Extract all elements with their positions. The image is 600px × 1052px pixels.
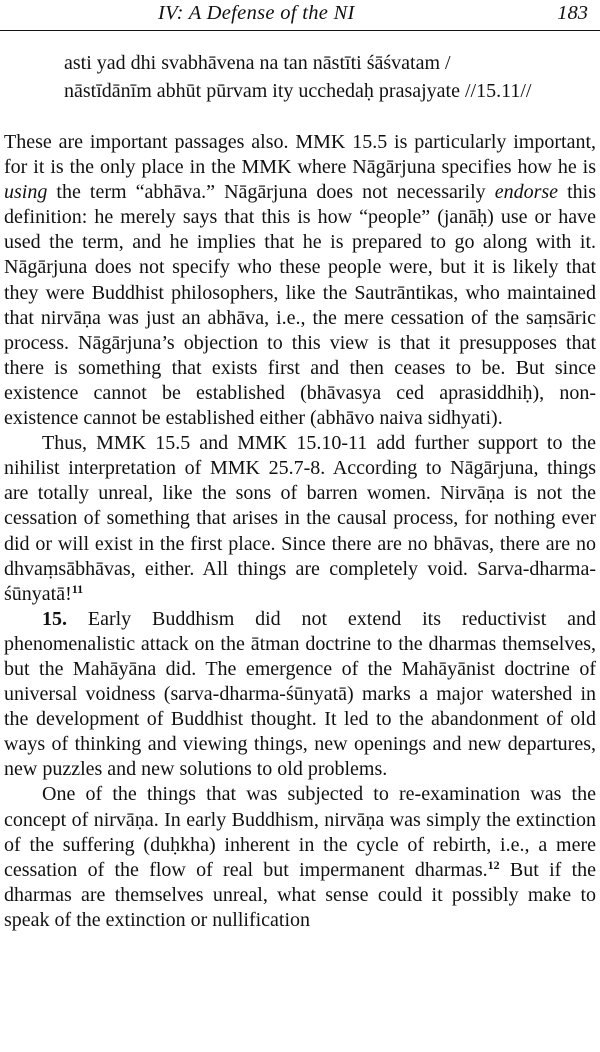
paragraph [4,782,596,933]
verse-quote [64,50,594,105]
text-run: But if the dharmas are themselves unreal, what sense could it possibly make to speak of the extinction or nullification [4,858,596,931]
emphasis: using [4,181,48,204]
body-text [4,130,596,933]
text-run: One of the things that was subjected to re-examination was the concept of nirvāṇa. In early Buddhism, nirvāṇa was simply the extinction of the suffering (duḥkha) inherent in the cycle of rebirth, i.e., a mere cessation of the flow of real but impermanent dharmas. [4,783,596,881]
section-number: 15. [42,607,67,630]
text-run: Early Buddhism did not extend its reductivist and phenomenalistic attack on the ātman doctrine to the dharmas themselves, but the Mahāyāna did. The emergence of the Mahāyānist doctrine of universal voidness (sarva-dharma-śūnyatā) marks a major watershed in the development of Buddhist thought. It led to the abandonment of old ways of thinking and viewing things, new openings and new departures, new puzzles and new solutions to old problems. [4,607,596,781]
emphasis: endorse [494,181,559,204]
paragraph [4,607,596,783]
footnote-marker: 11 [71,581,84,596]
page-number: 183 [557,2,588,24]
paragraph [4,130,596,431]
chapter-title: IV: A Defense of the NI [158,2,355,24]
verse-line: nāstīdānīm abhūt pūrvam ity ucchedaḥ prasajyate //15.11// [64,79,532,102]
text-run: Thus, MMK 15.5 and MMK 15.10-11 add further support to the nihilist interpretation of MMK 25.7-8. According to Nāgārjuna, things are totally unreal, like the sons of barren women. Nirvāṇa is not the cessation of something that arises in the causal process, for nothing ever did or will exist in the first place. Since there are no bhāvas, there are no dhvaṃsābhāvas, either. All things are completely void. Sarva-dharma-śūnyatā! [4,432,596,605]
running-header [0,0,600,31]
footnote-marker: 12 [487,857,500,872]
paragraph [4,431,596,607]
text-run: the term “abhāva.” Nāgārjuna does not necessarily [47,181,495,204]
verse-line: asti yad dhi svabhāvena na tan nāstīti śāśvatam / [64,52,451,74]
text-run: These are important passages also. MMK 15.5 is particularly important, for it is the only place in the MMK where Nāgārjuna specifies how he is [4,131,596,179]
text-run: this definition: he merely says that this is how “people” (janāḥ) use or have used the term, and he implies that he is prepared to go along with it. Nāgārjuna does not specify who these people were, but it is likely that they were Buddhist philosophers, like the Sautrāntikas, who maintained that nirvāṇa was just an abhāva, i.e., the mere cessation of the saṃsāric process. Nāgārjuna’s objection to this view is that it presupposes that there is something that exists first and then ceases to be. But since existence cannot be established (bhāvasya ced aprasiddhiḥ), non-existence cannot be established either (abhāvo naiva sidhyati). [4,181,596,430]
